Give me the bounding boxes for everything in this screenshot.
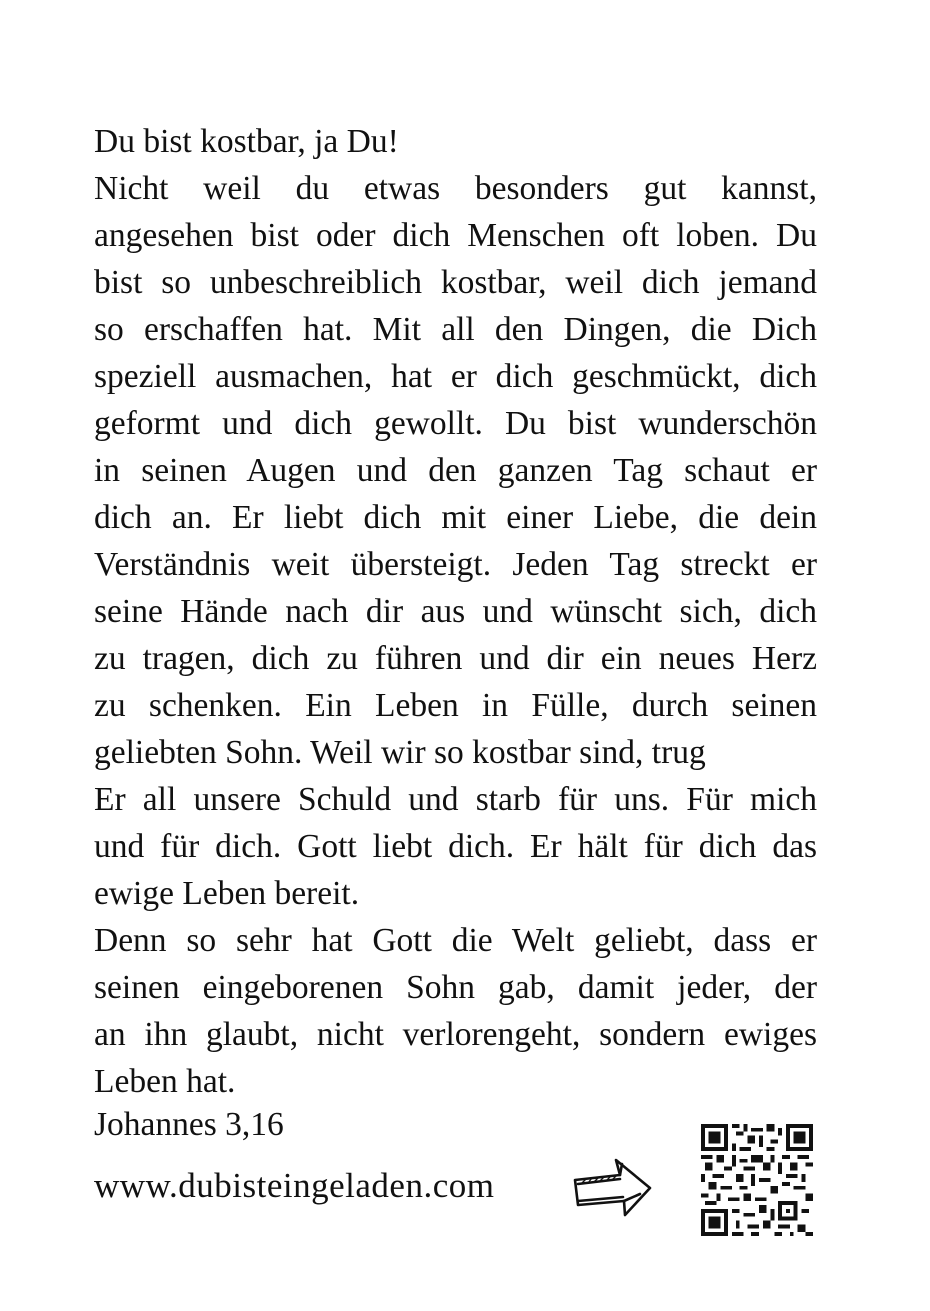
verse-reference: Johannes 3,16 [94,1106,284,1143]
qr-code[interactable] [701,1124,813,1236]
paragraph-line: in seinen Augen und den ganzen Tag schaut er [94,452,817,489]
paragraph-line: seine Hände nach dir aus und wünscht sich, dich [94,593,817,630]
verse-line: Leben hat. [94,1063,236,1100]
paragraph-line: dich an. Er liebt dich mit einer Liebe, die dein [94,499,817,536]
verse-line: seinen eingeborenen Sohn gab, damit jeder, der [94,969,817,1006]
paragraph-line: angesehen bist oder dich Menschen oft loben. Du [94,217,817,254]
verse-line: an ihn glaubt, nicht verlorengeht, sondern ewiges [94,1016,817,1053]
paragraph-line: Er all unsere Schuld und starb für uns. Für mich [94,781,817,818]
paragraph-line: und für dich. Gott liebt dich. Er hält für dich das [94,828,817,865]
paragraph-line: geformt und dich gewollt. Du bist wunderschön [94,405,817,442]
paragraph-line: Verständnis weit übersteigt. Jeden Tag streckt er [94,546,817,583]
verse-line: Denn so sehr hat Gott die Welt geliebt, dass er [94,922,817,959]
paragraph-line: zu schenken. Ein Leben in Fülle, durch seinen [94,687,817,724]
paragraph-line: ewige Leben bereit. [94,875,360,912]
heading: Du bist kostbar, ja Du! [94,123,399,160]
paragraph-line: speziell ausmachen, hat er dich geschmückt, dich [94,358,817,395]
paragraph-line: so erschaffen hat. Mit all den Dingen, die Dich [94,311,817,348]
paragraph-line: zu tragen, dich zu führen und dir ein neues Herz [94,640,817,677]
paragraph-line: geliebten Sohn. Weil wir so kostbar sind, trug [94,734,706,771]
main-text-block [94,118,817,1105]
paragraph-line: Nicht weil du etwas besonders gut kannst, [94,170,817,207]
hand-drawn-arrow-right-icon [570,1156,656,1220]
paragraph-line: bist so unbeschreiblich kostbar, weil dich jemand [94,264,817,301]
website-link[interactable]: www.dubisteingeladen.com [94,1166,495,1205]
